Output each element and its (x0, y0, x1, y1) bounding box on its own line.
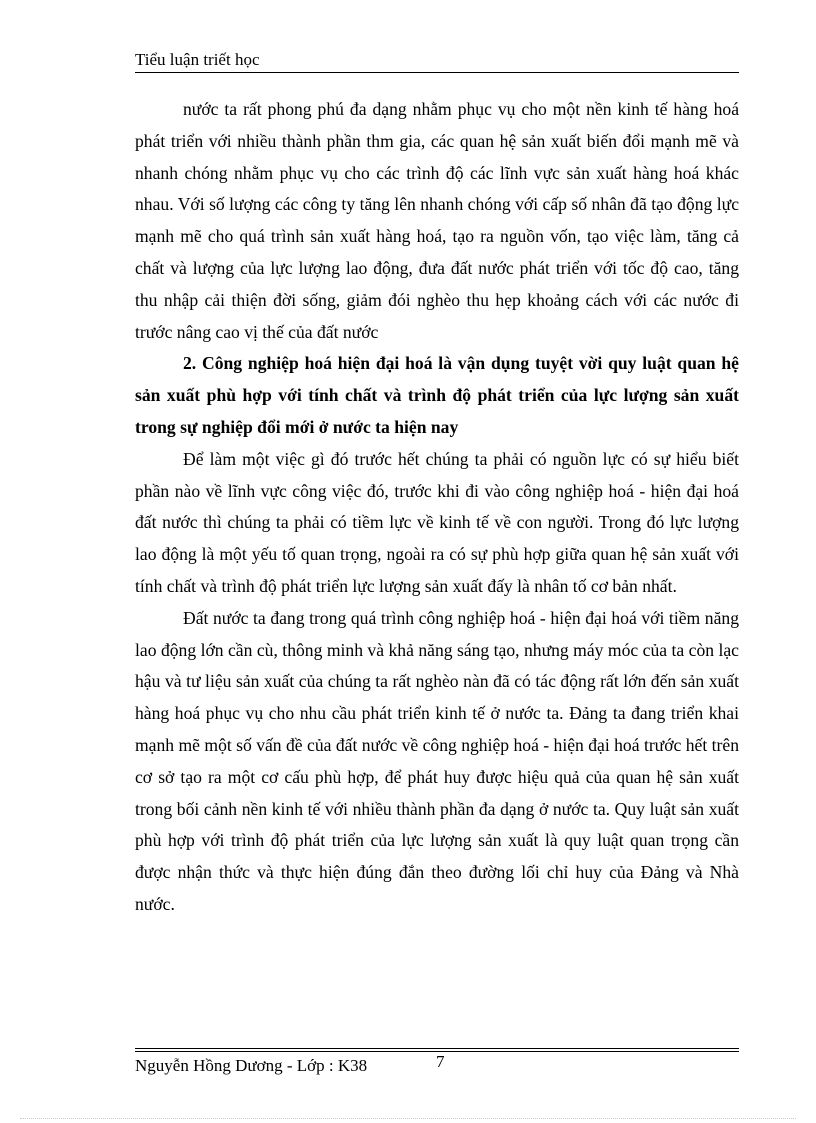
footer-author: Nguyễn Hồng Dương - Lớp : K38 (135, 1056, 368, 1075)
paragraph-continuation: nước ta rất phong phú đa dạng nhằm phục vụ cho một nền kinh tế hàng hoá phát triển với nhiều thành phần thm gia, các quan hệ sản xuất biến đổi mạnh mẽ và nhanh chóng nhằm phục vụ cho các trình độ các lĩnh vực sản xuất hàng hoá khác nhau. Với số lượng các công ty tăng lên nhanh chóng với cấp số nhân đã tạo động lực mạnh mẽ cho quá trình sản xuất hàng hoá, tạo ra nguồn vốn, tạo việc làm, tăng cả chất và lượng của lực lượng lao động, đưa đất nước phát triển với tốc độ cao, tăng thu nhập cải thiện đời sống, giảm đói nghèo thu hẹp khoảng cách với các nước đi trước nâng cao vị thế của đất nước (135, 99, 739, 342)
page-edge-divider (20, 1118, 796, 1119)
paragraph: Đất nước ta đang trong quá trình công nghiệp hoá - hiện đại hoá với tiềm năng lao động lớn cần cù, thông minh và khả năng sáng tạo, nhưng máy móc của ta còn lạc hậu và tư liệu sản xuất của chúng ta rất nghèo nàn đã có tác động rất lớn đến sản xuất hàng hoá phục vụ cho nhu cầu phát triển kinh tế ở nước ta. Đảng ta đang triển khai mạnh mẽ một số vấn đề của đất nước về công nghiệp hoá - hiện đại hoá trước hết trên cơ sở tạo ra một cơ cấu phù hợp, để phát huy được hiệu quả của quan hệ sản xuất trong bối cảnh nền kinh tế với nhiều thành phần đa dạng ở nước ta. Quy luật sản xuất phù hợp với trình độ phát triển của lực lượng sản xuất là quy luật quan trọng cần được nhận thức và thực hiện đúng đắn theo đường lối chỉ huy của Đảng và Nhà nước. (135, 607, 739, 914)
footer-rule (135, 1048, 739, 1049)
section-heading: 2. Công nghiệp hoá hiện đại hoá là vận dụng tuyệt vời quy luật quan hệ sản xuất phù hợp với tính chất và trình độ phát triển của lực lượng sản xuất trong sự nghiệp đổi mới ở nước ta hiện nay (135, 353, 739, 437)
paragraph: Để làm một việc gì đó trước hết chúng ta phải có nguồn lực có sự hiểu biết phần nào về lĩnh vực công việc đó, trước khi đi vào công nghiệp hoá - hiện đại hoá đất nước thì chúng ta phải có tiềm lực về kinh tế về con người. Trong đó lực lượng lao động là một yếu tố quan trọng, ngoài ra có sự phù hợp giữa quan hệ sản xuất với tính chất và trình độ phát triển lực lượng sản xuất đấy là nhân tố cơ bản nhất. (135, 448, 739, 596)
page-number: 7 (436, 1052, 445, 1071)
header-title: Tiểu luận triết học (135, 50, 260, 69)
body-text (135, 94, 739, 921)
header-rule (135, 72, 739, 73)
